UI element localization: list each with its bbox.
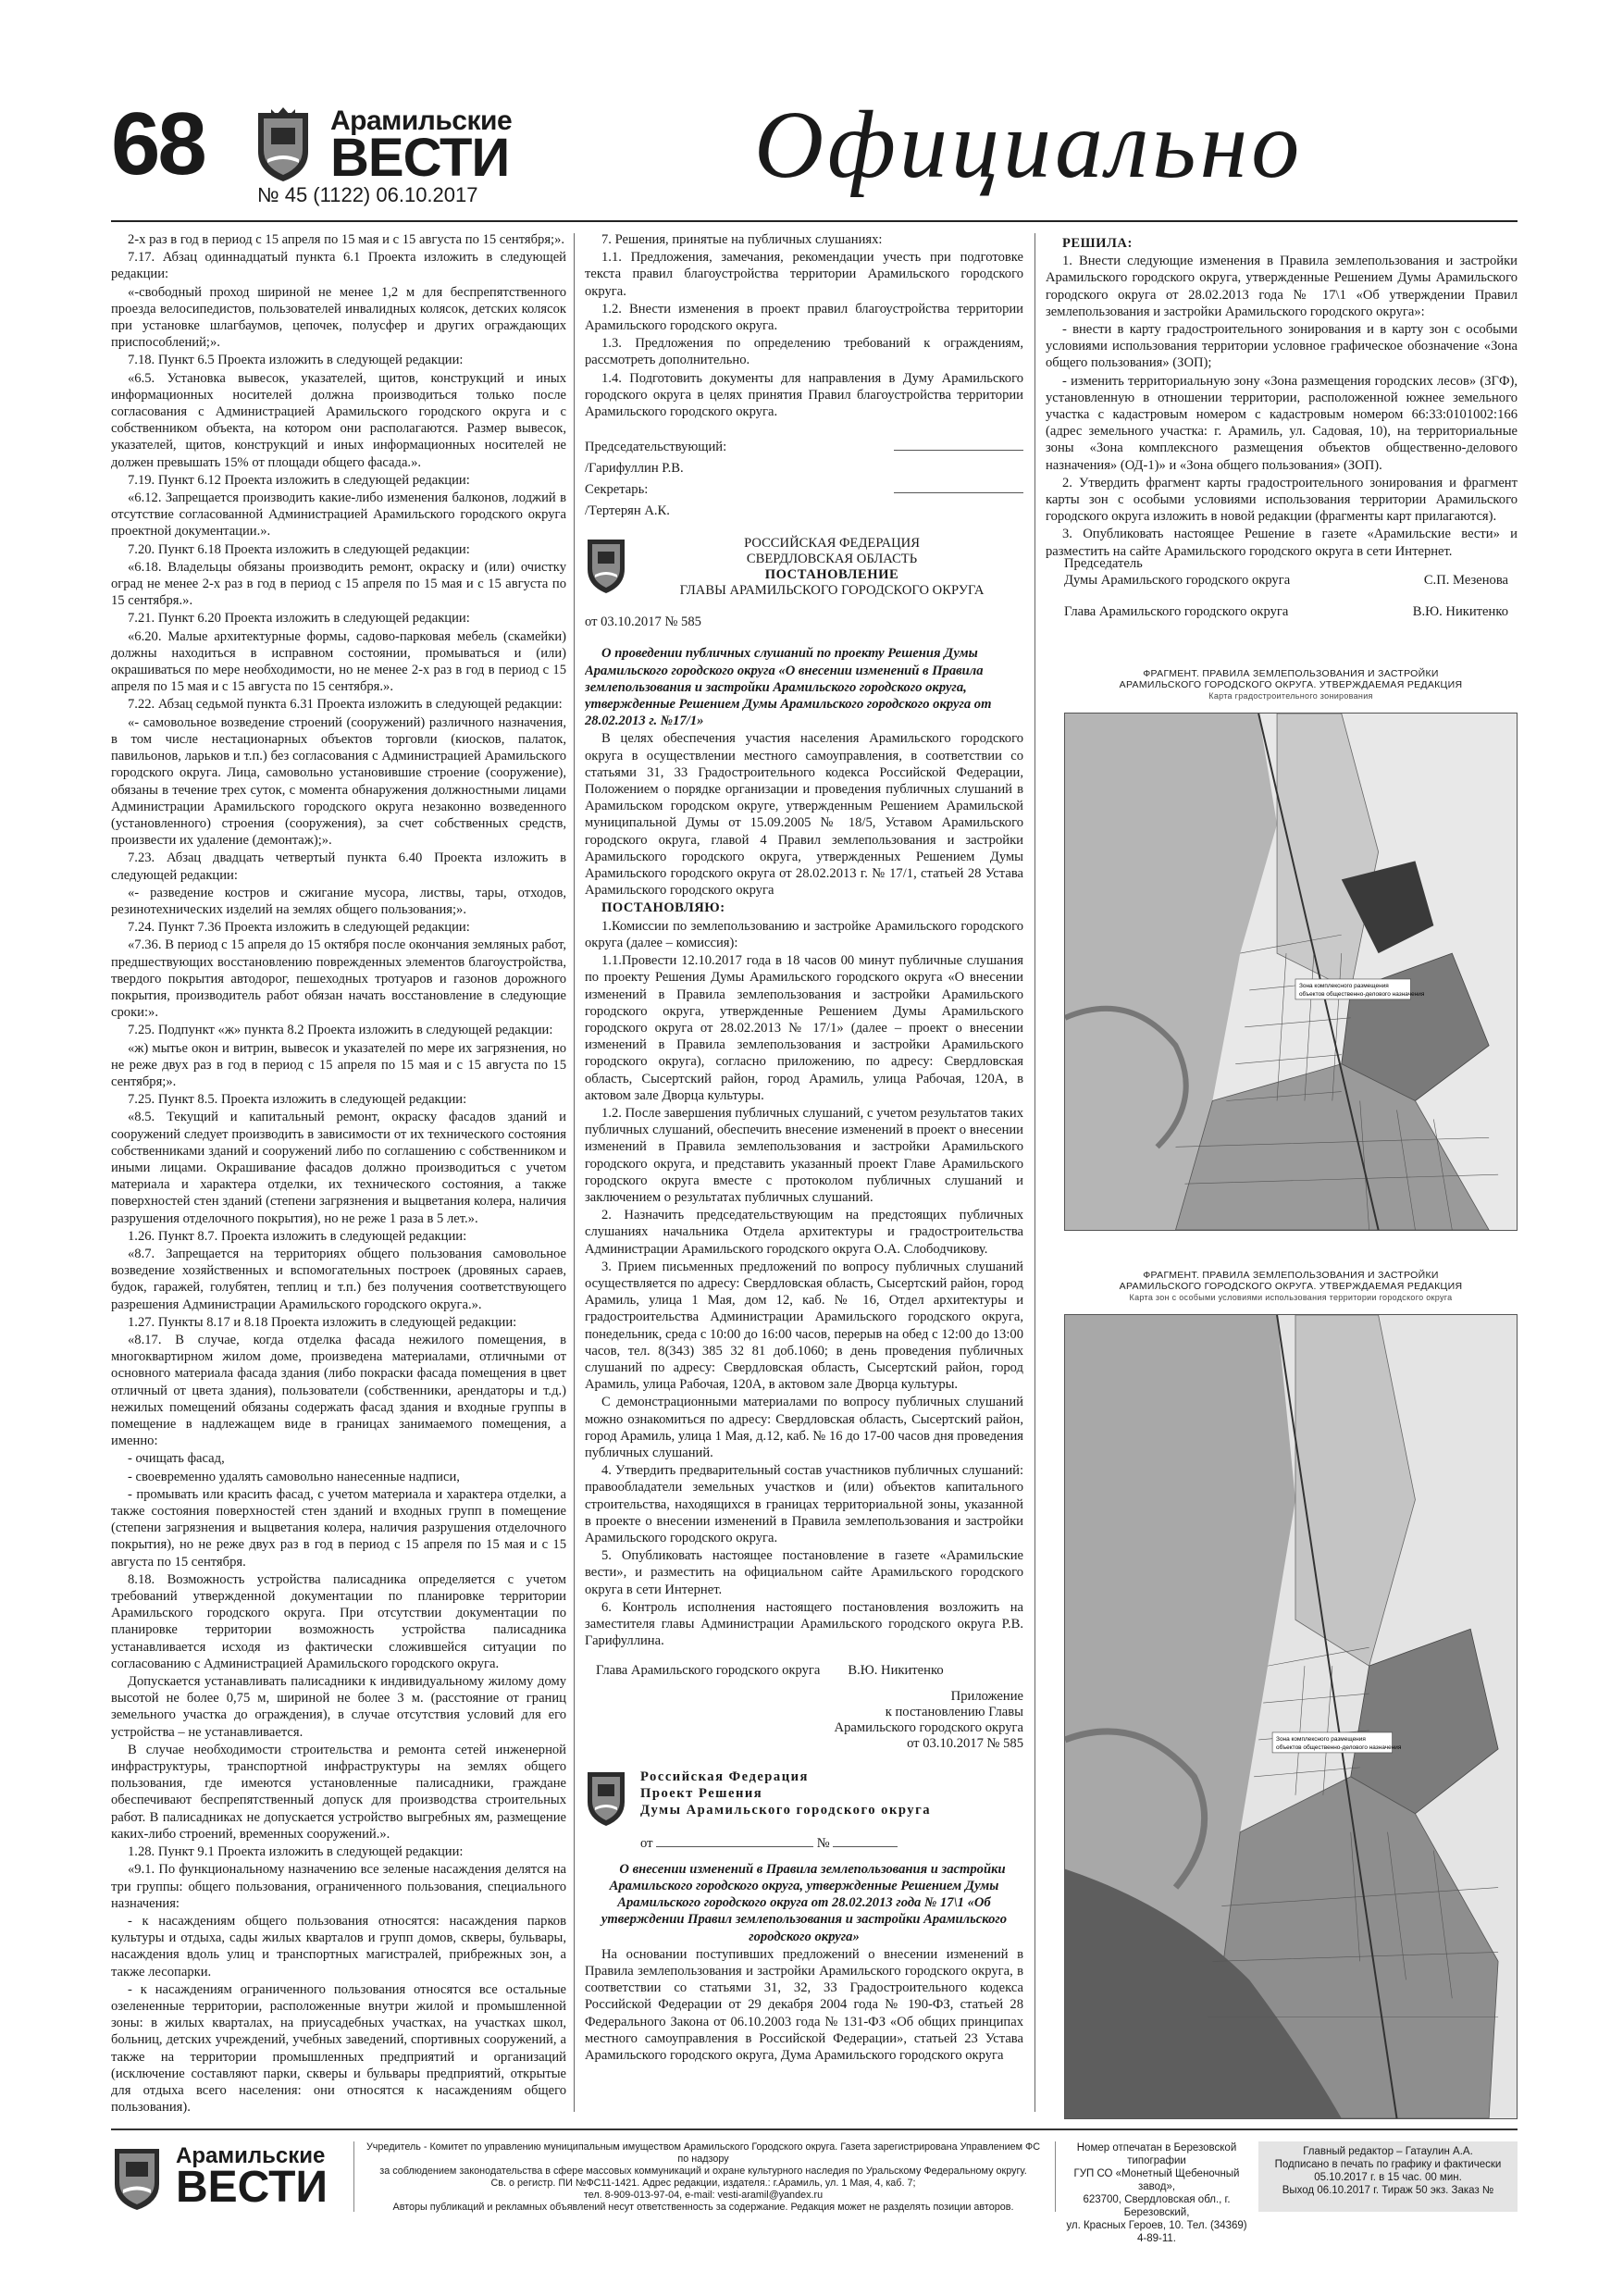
appendix-line: Арамильского городского округа (834, 1719, 1023, 1735)
paragraph: 7.21. Пункт 6.20 Проекта изложить в следующей редакции: (128, 611, 470, 627)
appendix-line: Приложение (950, 1688, 1023, 1704)
paragraph: 5. Опубликовать настоящее постановление в газете «Арамильские вести», и разместить на официальном сайте Арамильского городского округа в сети Интернет. (585, 1548, 1023, 1597)
map-zone-label: объектов общественно-делового назначения (1276, 1744, 1402, 1751)
coat-of-arms-icon (585, 1769, 627, 1828)
paragraph: 1. Внести следующие изменения в Правила землепользования и застройки Арамильского городского округа, утвержденные Решением Думы Арамильского городского округа от 28.02.2013 года № 17\1 «Об утверждении Правил землепользования и застройки Арамильского городского округа»: (1046, 254, 1518, 319)
draft-date-line (640, 1835, 1023, 1852)
editor-info (1258, 2141, 1518, 2212)
document-type: ПОСТАНОВЛЕНИЕ (764, 567, 899, 583)
printing-line: Номер отпечатан в Березовской типографии (1076, 2142, 1237, 2166)
paragraph: 8.18. Возможность устройства палисадника определяется с учетом требований утвержденной документации по планировке территории Арамильского городского округа. При отсутствии документации по планировке территории возможность устройства палисадника устанавливается исходя из фактически сложившейся ситуации по согласованию с Администрацией Арамильского городского округа. (111, 1571, 566, 1671)
paragraph: «ж) мытье окон и витрин, вывесок и указателей по мере их загрязнения, но не реже двух раз в год в период с 15 апреля по 15 мая и с 15 августа по 15 сентября;». (111, 1040, 566, 1089)
map-zone-label: Зона комплексного размещения (1298, 982, 1389, 989)
paragraph: 2. Утвердить фрагмент карты градостроительного зонирования и фрагмент карты зон с особыми условиями использования территории Арамильского городского округа изложить в новой редакции (фрагменты карт прилагаются). (1046, 475, 1518, 525)
decree-items (585, 918, 1023, 1650)
paragraph: 1.4. Подготовить документы для направления в Думу Арамильского городского округа в целях принятия Правил благоустройства территории Арамильского городского округа. (585, 370, 1023, 420)
footer (111, 2141, 1518, 2244)
paragraph: 7.25. Пункт 8.5. Проекта изложить в следующей редакции: (128, 1092, 467, 1108)
appendix-note (585, 1689, 1023, 1752)
date-label: от (640, 1835, 653, 1851)
paragraph: 1.Комиссии по землепользованию и застройке Арамильского городского округа (далее – комиссия): (585, 918, 1023, 950)
footer-brand-small: Арамильские (176, 2143, 326, 2168)
paragraph: «8.7. Запрещается на территориях общего пользования самовольное возведение хозяйственных и вспомогательных построек (дровяных сараев, будок, гаражей, голубятен, теплиц и т.п.) без получения соответствующего разрешения Администрации Арамильского городского округа.». (111, 1246, 566, 1312)
paragraph (111, 2116, 566, 2119)
paragraph: - своевременно удалять самовольно нанесенные надписи, (128, 1469, 460, 1484)
country-line: РОССИЙСКАЯ ФЕДЕРАЦИЯ (744, 536, 920, 552)
paragraph: «8.5. Текущий и капитальный ремонт, окраску фасадов зданий и сооружений следует производить в зависимости от их технического состояния собственниками зданий и сооружений либо по соглашению с собственником и иными лицами. Окрашивание фасадов должно производиться с учетом материала и характера отделки, их технического состояния, а также поверхностей стен зданий (степени загрязнения и выцветания колера, наличия разрушения отделочного покрытия), но не реже 1 раза в 5 лет.». (111, 1110, 566, 1226)
paragraph: Допускается устанавливать палисадники к индивидуальному жилому дому высотой не более 0,75 м, шириной не более 3 м. (расстояние от границ земельного участка до ограждения), в случае отсутствия условий для его устройства – не устанавливается. (111, 1674, 566, 1740)
blank-line (833, 1836, 898, 1847)
paragraph: 2. Назначить председательствующим на предстоящих публичных слушаниях начальника Отдела архитектуры и градостроительства Администрации Арамильского городского округа О.А. Слободчикову. (585, 1208, 1023, 1257)
resolution-date: от 03.10.2017 № 585 (585, 614, 701, 630)
footer-logo (111, 2141, 342, 2214)
paragraph: «- разведение костров и сжигание мусора, листвы, тары, отходов, резинотехнических изделий на землях общего пользования;». (111, 885, 566, 917)
chair-label: Председатель (1064, 556, 1143, 571)
paragraph: «8.17. В случае, когда отделка фасада нежилого помещения, в многоквартирном жилом доме, произведена материалами, отличными от основного материала фасада здания (либо покраски фасада помещения в цвет отличный от цвета здания), пользователи (собственники, арендаторы и т.д.) нежилых помещений обязаны содержать фасад здания и входные группы в помещение в надлежащем виде в границах занимаемого помещения, а именно: (111, 1333, 566, 1449)
column-left-paragraphs (111, 231, 566, 2119)
paragraph: 7.23. Абзац двадцать четвертый пункта 6.40 Проекта изложить в следующей редакции: (111, 850, 566, 883)
resolution-title: О проведении публичных слушаний по проекту Решения Думы Арамильского городского округа «О внесении изменений в Правила землепользования и застройки Арамильского городского округа, утвержденные Решением Думы Арамильского городского округа от 28.02.2013 г. №17/1» (585, 646, 992, 729)
map-zone-label: объектов общественно-делового назначения (1298, 990, 1425, 998)
paragraph: 4. Утвердить предварительный состав участников публичных слушаний: правообладатели земельных участков и (или) объектов капитального строительства, находящихся в границах территориальной зоны, указанной в проекте о внесении изменений в Правила землепользования и застройки Арамильского городского округа. (585, 1463, 1023, 1545)
column-divider (574, 233, 575, 2112)
paragraph: 1.3. Предложения по определению требований к ограждениям, рассмотреть дополнительно. (585, 336, 1023, 368)
printing-line: ГУП СО «Монетный Щебеночный завод», (1073, 2168, 1240, 2192)
paragraph: - к насаждениям общего пользования относятся: насаждения парков культуры и отдыха, сады жилых кварталов и групп домов, скверы, бульвары, насаждения вдоль улиц и транспортных магистралей, прибрежных зон, а также лесопарки. (111, 1913, 566, 1980)
editor-line: Главный редактор – Гатаулин А.А. (1303, 2146, 1473, 2157)
paragraph: 7.19. Пункт 6.12 Проекта изложить в следующей редакции: (128, 472, 470, 488)
editor-line: Подписано в печать по графику и фактически (1274, 2159, 1502, 2170)
appendix-line: от 03.10.2017 № 585 (907, 1735, 1023, 1751)
footer-brand-large: ВЕСТИ (176, 2163, 328, 2212)
map-caption: ФРАГМЕНТ. ПРАВИЛА ЗЕМЛЕПОЛЬЗОВАНИЯ И ЗАСТРОЙКИ АРАМИЛЬСКОГО ГОРОДСКОГО ОКРУГА. УТВЕРЖДАЕМАЯ РЕДАКЦИЯ Карта градостроительного зонирования (1119, 668, 1463, 701)
newspaper-logo (254, 104, 513, 188)
secretary-name: /Тертерян А.К. (585, 503, 670, 519)
paragraph: 3. Прием письменных предложений по вопросу публичных слушаний осуществляется по адресу: Свердловская область, Сысертский район, город Арамиль, улица 1 Мая, дом 12, каб. № 16, Отдел архитектуры и градостроительства Администрации Арамильского городского округа, понедельник, среда с 10:00 до 16:00 часов, перерыв на обед с 12:00 до 13:00 часов, тел. 8(343) 385 32 81 доб.1060; в день проведения публичных слушаний по адресу: Свердловская область, Сысертский район, город Арамиль, улица Рабочая, 120А, в актовом зале Дворца культуры. (585, 1259, 1023, 1393)
appendix-line: к постановлению Главы (885, 1704, 1023, 1719)
column-left (111, 231, 566, 2119)
map-zone-label: Зона комплексного размещения (1276, 1735, 1366, 1743)
paragraph: «7.36. В период с 15 апреля до 15 октября после окончания земляных работ, предшествующих восстановлению поврежденных элементов благоустройства, твердого покрытия автодорог, пешеходных тротуаров и газонов дорожного покрытия, производитель работ обязан начать восстановление в следующие сроки:». (111, 937, 566, 1021)
paragraph: «6.18. Владельцы обязаны производить ремонт, окраску и (или) очистку оград не менее 2-х раз в год в период с 15 апреля по 15 мая и с 15 августа по 15 сентября.». (111, 559, 566, 609)
blank-line (656, 1836, 813, 1847)
brand-name-large: ВЕСТИ (330, 128, 510, 188)
draft-preamble: На основании поступивших предложений о внесении изменений в Правила землепользования и застройки Арамильского городского округа, в соответствии со статьями 31, 32, 33 Градостроительного кодекса Российской Федерации от 29 декабря 2004 года № 190-ФЗ, статьей 28 Федерального Закона от 06.10.2003 года № 131-ФЗ «Об общих принципах местного самоуправления в Российской Федерации», статьей 23 Устава Арамильского городского округа, Дума Арамильского городского округа (585, 1946, 1023, 2064)
draft-decision-header (585, 1769, 1023, 1828)
zoning-map-fragment (1064, 713, 1518, 1231)
paragraph: 7.22. Абзац седьмой пункта 6.31 Проекта изложить в следующей редакции: (128, 697, 563, 713)
coat-of-arms-icon (111, 2143, 163, 2212)
hearing-signers (585, 440, 1023, 519)
editor-line: Выход 06.10.2017 г. Тираж 50 экз. Заказ № (1282, 2185, 1494, 2196)
printing-line: ул. Красных Героев, 10. Тел. (34369) 4-89-11. (1066, 2220, 1247, 2244)
signer-role: Глава Арамильского городского округа (596, 1663, 821, 1679)
paragraph: 7.18. Пункт 6.5 Проекта изложить в следующей редакции: (128, 353, 464, 368)
paragraph: «9.1. По функциональному назначению все зеленые насаждения делятся на три группы: общего пользования, ограниченного пользования, специального назначения: (111, 1862, 566, 1911)
chair-label: Председательствующий: (585, 440, 727, 455)
paragraph: В целях обеспечения участия населения Арамильского городского округа в осуществлении местного самоуправления, в соответствии со статьями 31, 33 Градостроительного кодекса Российской Федерации, Положением о порядке организации и проведения публичных слушаний в Арамильском городском округе, утвержденным Решением Арамильской муниципальной Думы от 15.09.2005 № 18/5, Уставом Арамильского городского округа, главой 4 Правил землепользования и застройки Арамильского городского округа, утвержденных Решением Думы Арамильского городского округа от 28.02.2013 г. № 17/1, статьей 28 Устава Арамильского городского округа (585, 731, 1023, 899)
signature-line (894, 440, 1023, 451)
region-line: СВЕРДЛОВСКАЯ ОБЛАСТЬ (746, 552, 918, 567)
issue-number: № 45 (1122) 06.10.2017 (257, 183, 478, 206)
head-signature (596, 1662, 1023, 1679)
footer-divider (111, 2128, 1518, 2130)
resolution-header (585, 536, 1023, 599)
issuer-line: ГЛАВЫ АРАМИЛЬСКОГО ГОРОДСКОГО ОКРУГА (679, 583, 985, 599)
paragraph: 1.27. Пункты 8.17 и 8.18 Проекта изложить в следующей редакции: (128, 1314, 517, 1330)
paragraph: 2-х раз в год в период с 15 апреля по 15 мая и с 15 августа по 15 сентября;». (128, 232, 565, 247)
draft-type: Проект Решения (640, 1785, 763, 1801)
brand-name-small: Арамильские (330, 105, 513, 136)
paragraph: «6.20. Малые архитектурные формы, садово-парковая мебель (скамейки) должны находиться в исправном состоянии, промываться и (или) окрашиваться по мере необходимости, но не менее 2-х раз в год в период с 15 апреля по 15 мая и с 15 августа по 15 сентября.». (111, 628, 566, 695)
map-drawing (1065, 1315, 1517, 2118)
coat-of-arms-icon (254, 107, 312, 183)
paragraph: 1.2. Внести изменения в проект правил благоустройства территории Арамильского городского округа. (585, 301, 1023, 334)
paragraph: 7. Решения, принятые на публичных слушаниях: (601, 232, 883, 247)
draft-country: Российская Федерация (640, 1769, 809, 1784)
paragraph: «-свободный проход шириной не менее 1,2 м для беспрепятственного проезда велосипедистов, пользователей инвалидных колясок, детских колясок при установке шлагбаумов, цепочек, полусфер и других ограждающих приспособлений;». (111, 284, 566, 351)
duma-signatures (1064, 555, 1508, 620)
section-title: Официально (754, 92, 1304, 198)
decree-heading: ПОСТАНОВЛЯЮ: (601, 900, 725, 916)
paragraph: «6.12. Запрещается производить какие-либо изменения балконов, лоджий в отсутствие согласованной Администрацией Арамильского городского округа проектной документации.». (111, 490, 566, 540)
imprint-line: за соблюдением законодательства в сфере массовых коммуникаций и охране культурного наследия по Уральскому Федеральному округу. (379, 2166, 1027, 2177)
paragraph: «6.5. Установка вывесок, указателей, щитов, конструкций и иных информационных носителей должна производиться только после согласования с Администрацией Арамильского городского округа и с собственником объекта, на котором они располагаются. Размер вывесок, указателей, щитов, конструкций и иных информационных носителей не должен превышать 15% от площади общего фасада.». (111, 370, 566, 470)
paragraph: 7.20. Пункт 6.18 Проекта изложить в следующей редакции: (128, 541, 470, 557)
column-middle (585, 231, 1023, 2119)
imprint-line: тел. 8-909-013-97-04, e-mail: vesti-aramil@yandex.ru (583, 2190, 824, 2201)
paragraph: - внести в карту градостроительного зонирования и в карту зон с особыми условиями использования территории условное графическое обозначение «Зона общего пользования» (ЗОП); (1046, 322, 1518, 371)
printing-line: 623700, Свердловская обл., г. Березовский, (1083, 2194, 1231, 2218)
paragraph: 6. Контроль исполнения настоящего постановления возложить на заместителя главы Администрации Арамильского городского округа Р.В. Гарифуллина. (585, 1599, 1023, 1649)
imprint-line: Учредитель - Комитет по управлению муниципальным имуществом Арамильского Городского округа. Газета зарегистрирована Управлением ФС по надзору (365, 2141, 1041, 2165)
paragraph: 7.24. Пункт 7.36 Проекта изложить в следующей редакции: (128, 920, 470, 936)
head-name: В.Ю. Никитенко (1412, 604, 1508, 619)
hearing-decisions (585, 231, 1023, 420)
masthead (0, 0, 1623, 231)
paragraph: «- самовольное возведение строений (сооружений) различного назначения, в том числе нестационарных объектов торговли (киосков, палаток, павильонов, ларьков и т.п.) без согласования с Администрацией Арамильского городского округа. Лица, самовольно установившие строение (сооружение), обязаны в течение трех суток, с момента обнаружения должностными лицами Администрации Арамильского городского округа незаконно возведенного (установленного) строения (сооружения), за счет собственных средств, произвести их удаление (демонтаж);». (111, 714, 566, 849)
imprint-line: Св. о регистр. ПИ №ФС11-1421. Адрес редакции, издателя.: г.Арамиль, ул. 1 Мая, 4, каб. 7; (490, 2178, 916, 2189)
restricted-zones-map-fragment (1064, 1314, 1518, 2119)
signer-name: В.Ю. Никитенко (848, 1663, 944, 1679)
publisher-imprint (361, 2141, 1046, 2214)
paragraph: - изменить территориальную зону «Зона размещения городских лесов» (ЗГФ), установленную в отношении территории, расположенной южнее земельного участка с кадастровым номером с кадастровым номером 66:33:0101002:166 (адрес земельного участка: г. Арамиль, ул. Садовая, 10), на территориальные зоны «Зона комплексного размещения объектов общественно-делового назначения» (ОД-1)» и «Зона общего пользования» (ЗОП). (1046, 373, 1518, 473)
paragraph: 7.17. Абзац одиннадцатый пункта 6.1 Проекта изложить в следующей редакции: (111, 250, 566, 282)
decision-items (1046, 253, 1518, 560)
draft-issuer: Думы Арамильского городского округа (640, 1802, 932, 1818)
paragraph: 1.1. Предложения, замечания, рекомендации учесть при подготовке текста правил благоустройства территории Арамильского городского округа. (585, 250, 1023, 299)
signature-line (894, 482, 1023, 493)
chair-role: Думы Арамильского городского округа (1064, 573, 1291, 588)
chair-name: С.П. Мезенова (1423, 573, 1508, 588)
map-caption: ФРАГМЕНТ. ПРАВИЛА ЗЕМЛЕПОЛЬЗОВАНИЯ И ЗАСТРОЙКИ АРАМИЛЬСКОГО ГОРОДСКОГО ОКРУГА. УТВЕРЖДАЕМАЯ РЕДАКЦИЯ Карта зон с особыми условиями использования территории городского округа (1119, 1270, 1463, 1302)
map-drawing (1065, 714, 1517, 1230)
resolution-preamble (585, 730, 1023, 899)
paragraph: 1.2. После завершения публичных слушаний, с учетом результатов таких публичных слушаний, обеспечить внесение изменений в проект о внесении изменений в Правила землепользования и застройки Арамильского городского округа, и представить указанный проект Главе Арамильского городского округа вместе с протоколом публичных слушаний и заключением о результатах публичных слушаний. (585, 1105, 1023, 1205)
coat-of-arms-icon (585, 536, 627, 595)
paragraph: 7.25. Подпункт «ж» пункта 8.2 Проекта изложить в следующей редакции: (128, 1023, 553, 1038)
chair-name: /Гарифуллин Р.В. (585, 461, 684, 477)
paragraph: - к насаждениям ограниченного пользования относятся все остальные озелененные территории, расположенные внутри жилой и промышленной зоны: в жилых кварталах, на приусадебных участках, на участках школ, больниц, детских учреждений, учебных заведений, спортивных сооружений, а также на территории промышленных предприятий и организаций (исключение составляют парки, скверы и бульвары предприятий, открытые для отдыха всего населения: они относятся к насаждениям общего пользования). (111, 1981, 566, 2116)
paragraph: В случае необходимости строительства и ремонта сетей инженерной инфраструктуры, транспортной инфраструктуры на землях общего пользования, где имеются установленные палисадники, граждане обеспечивают беспрепятственный допуск для производства строительных работ. В палисадниках не допускается устройство выгребных ям, размещение каких-либо строений, временных сооружений.». (111, 1742, 566, 1842)
head-role: Глава Арамильского городского округа (1064, 604, 1289, 619)
paragraph: 1.26. Пункт 8.7. Проекта изложить в следующей редакции: (128, 1228, 467, 1244)
paragraph: - промывать или красить фасад, с учетом материала и характера отделки, а также состояния поверхностей стен зданий и входных групп в помещение (степени загрязнения и выцветания колера, наличия разрушения отделочного покрытия), но не реже двух раз в год в период с 15 апреля по 15 мая и с 15 августа по 15 сентября. (111, 1486, 566, 1570)
page-number: 68 (111, 94, 204, 193)
imprint-line: Авторы публикаций и рекламных объявлений несут ответственность за содержание. Редакция может не разделять позиции авторов. (392, 2202, 1014, 2213)
paragraph: - очищать фасад, (128, 1451, 225, 1467)
printing-house-info (1064, 2141, 1249, 2245)
paragraph: С демонстрационными материалами по вопросу публичных слушаний можно ознакомиться по адресу: Свердловская область, Сысертский район, город Арамиль, улица 1 Мая, д.12, каб. № 16 до 17-00 часов дня проведения публичных слушаний. (585, 1395, 1023, 1460)
paragraph: 1.1.Провести 12.10.2017 года в 18 часов 00 минут публичные слушания по проекту Решения Думы Арамильского городского округа «О внесении изменений в Правила землепользования и застройки Арамильского городского округа, утвержденные Решением Думы Арамильского городского округа от 28.02.2013 № 17/1» (далее – проект о внесении изменений в Правила землепользования и застройки Арамильского городского округа), согласно приложению, по адресу: Свердловская область, Сысертский район, город Арамиль, улица Рабочая, 120А, в актовом зале Дворца культуры. (585, 953, 1023, 1103)
paragraph: 1.28. Пункт 9.1 Проекта изложить в следующей редакции: (128, 1844, 464, 1860)
number-label: № (816, 1835, 830, 1851)
header-divider (111, 220, 1518, 222)
decision-heading: РЕШИЛА: (1062, 236, 1133, 251)
secretary-label: Секретарь: (585, 482, 649, 498)
paragraph: 3. Опубликовать настоящее Решение в газете «Арамильские вести» и разместить на сайте Арамильского городского округа в сети Интернет. (1046, 527, 1518, 559)
draft-title: О внесении изменений в Правила землепользования и застройки Арамильского городского округа, утвержденные Решением Думы Арамильского городского округа от 28.02.2013 года № 17\1 «Об утверждении Правил землепользования и застройки Арамильского городского округа» (601, 1861, 1008, 1944)
editor-line: 05.10.2017 г. в 15 час. 00 мин. (1314, 2172, 1462, 2183)
